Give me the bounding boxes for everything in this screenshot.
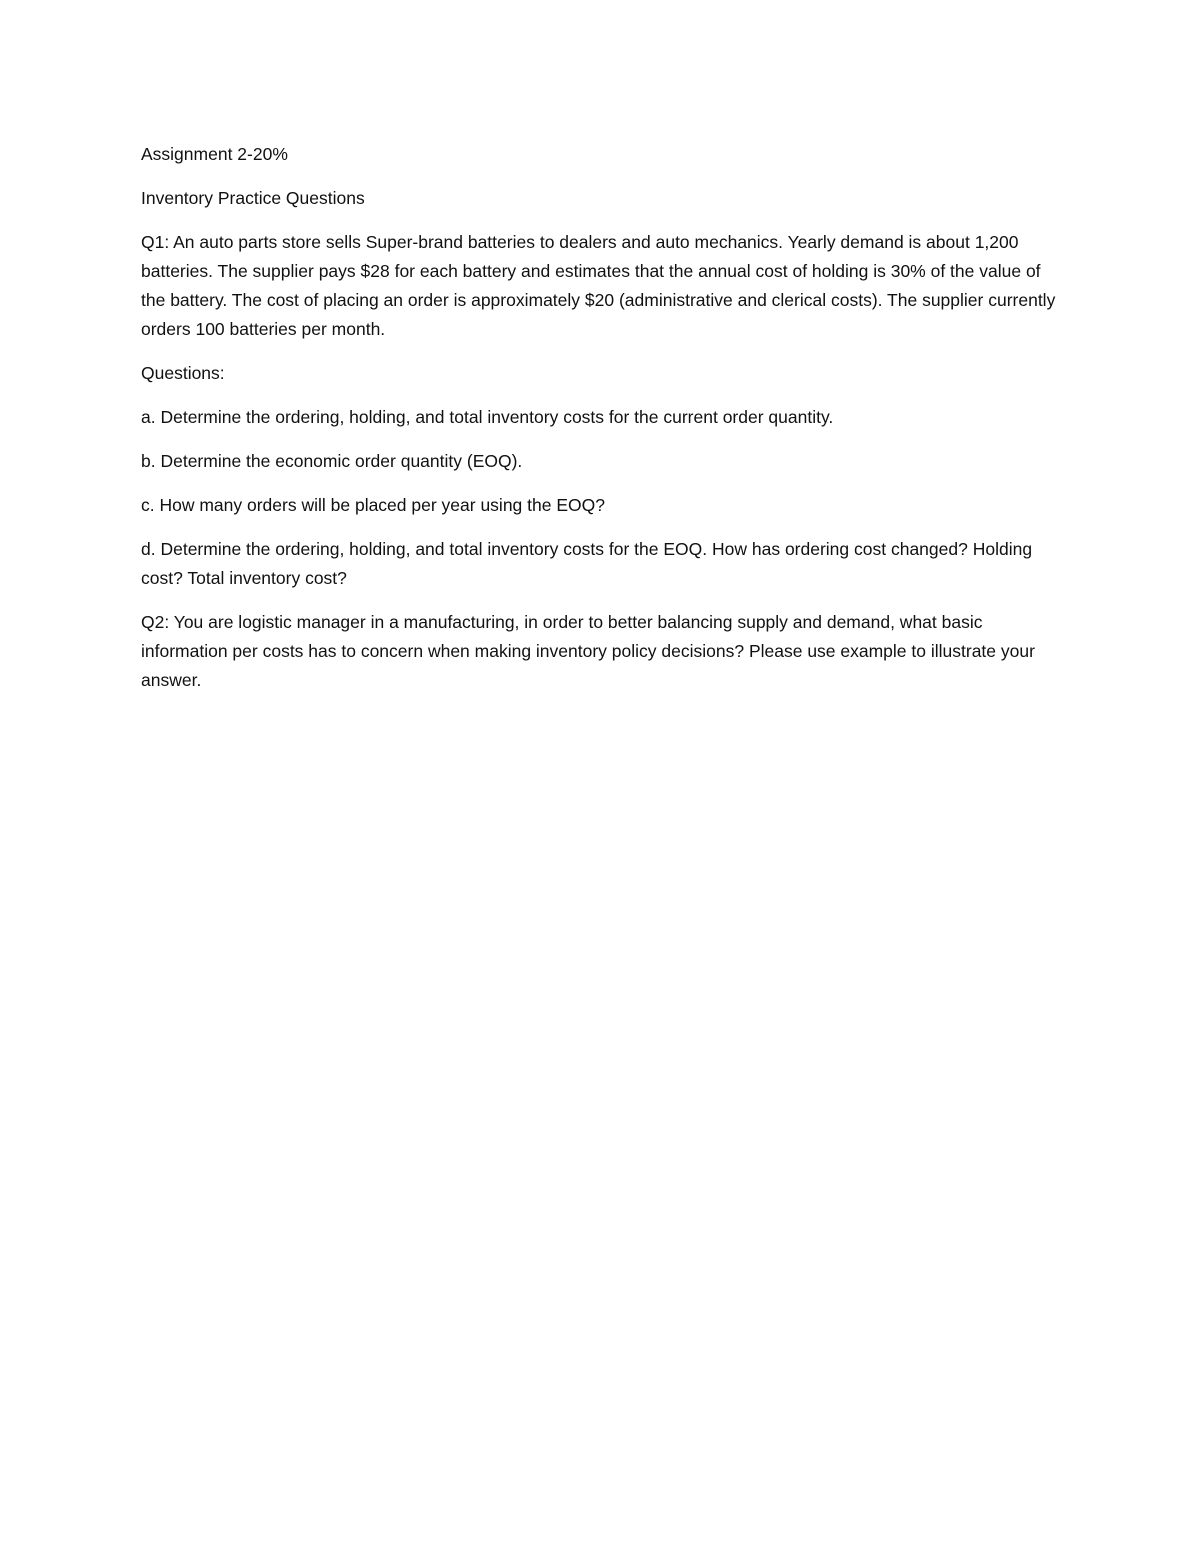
questions-heading: Questions: bbox=[141, 363, 225, 383]
question-d-text: d. Determine the ordering, holding, and total inventory costs for the EOQ. How has ordering cost changed? Holding cost? Total inventory cost? bbox=[141, 539, 1033, 588]
question-c-text: c. How many orders will be placed per year using the EOQ? bbox=[141, 495, 605, 515]
question-a-text: a. Determine the ordering, holding, and total inventory costs for the current order quantity. bbox=[141, 407, 834, 427]
assignment-title: Assignment 2-20% bbox=[141, 144, 288, 164]
document-body bbox=[141, 140, 1061, 710]
assignment-subtitle: Inventory Practice Questions bbox=[141, 188, 365, 208]
question-2-text: Q2: You are logistic manager in a manufacturing, in order to better balancing supply and demand, what basic information per costs has to concern when making inventory policy decisions? Please use example to illustrate your answer. bbox=[141, 612, 1035, 690]
question-1-text: Q1: An auto parts store sells Super-brand batteries to dealers and auto mechanics. Yearly demand is about 1,200 batteries. The supplier pays $28 for each battery and estimates that the annual cost of holding is 30% of the value of the battery. The cost of placing an order is approximately $20 (administrative and clerical costs). The supplier currently orders 100 batteries per month. bbox=[141, 232, 1056, 339]
question-b-text: b. Determine the economic order quantity (EOQ). bbox=[141, 451, 523, 471]
